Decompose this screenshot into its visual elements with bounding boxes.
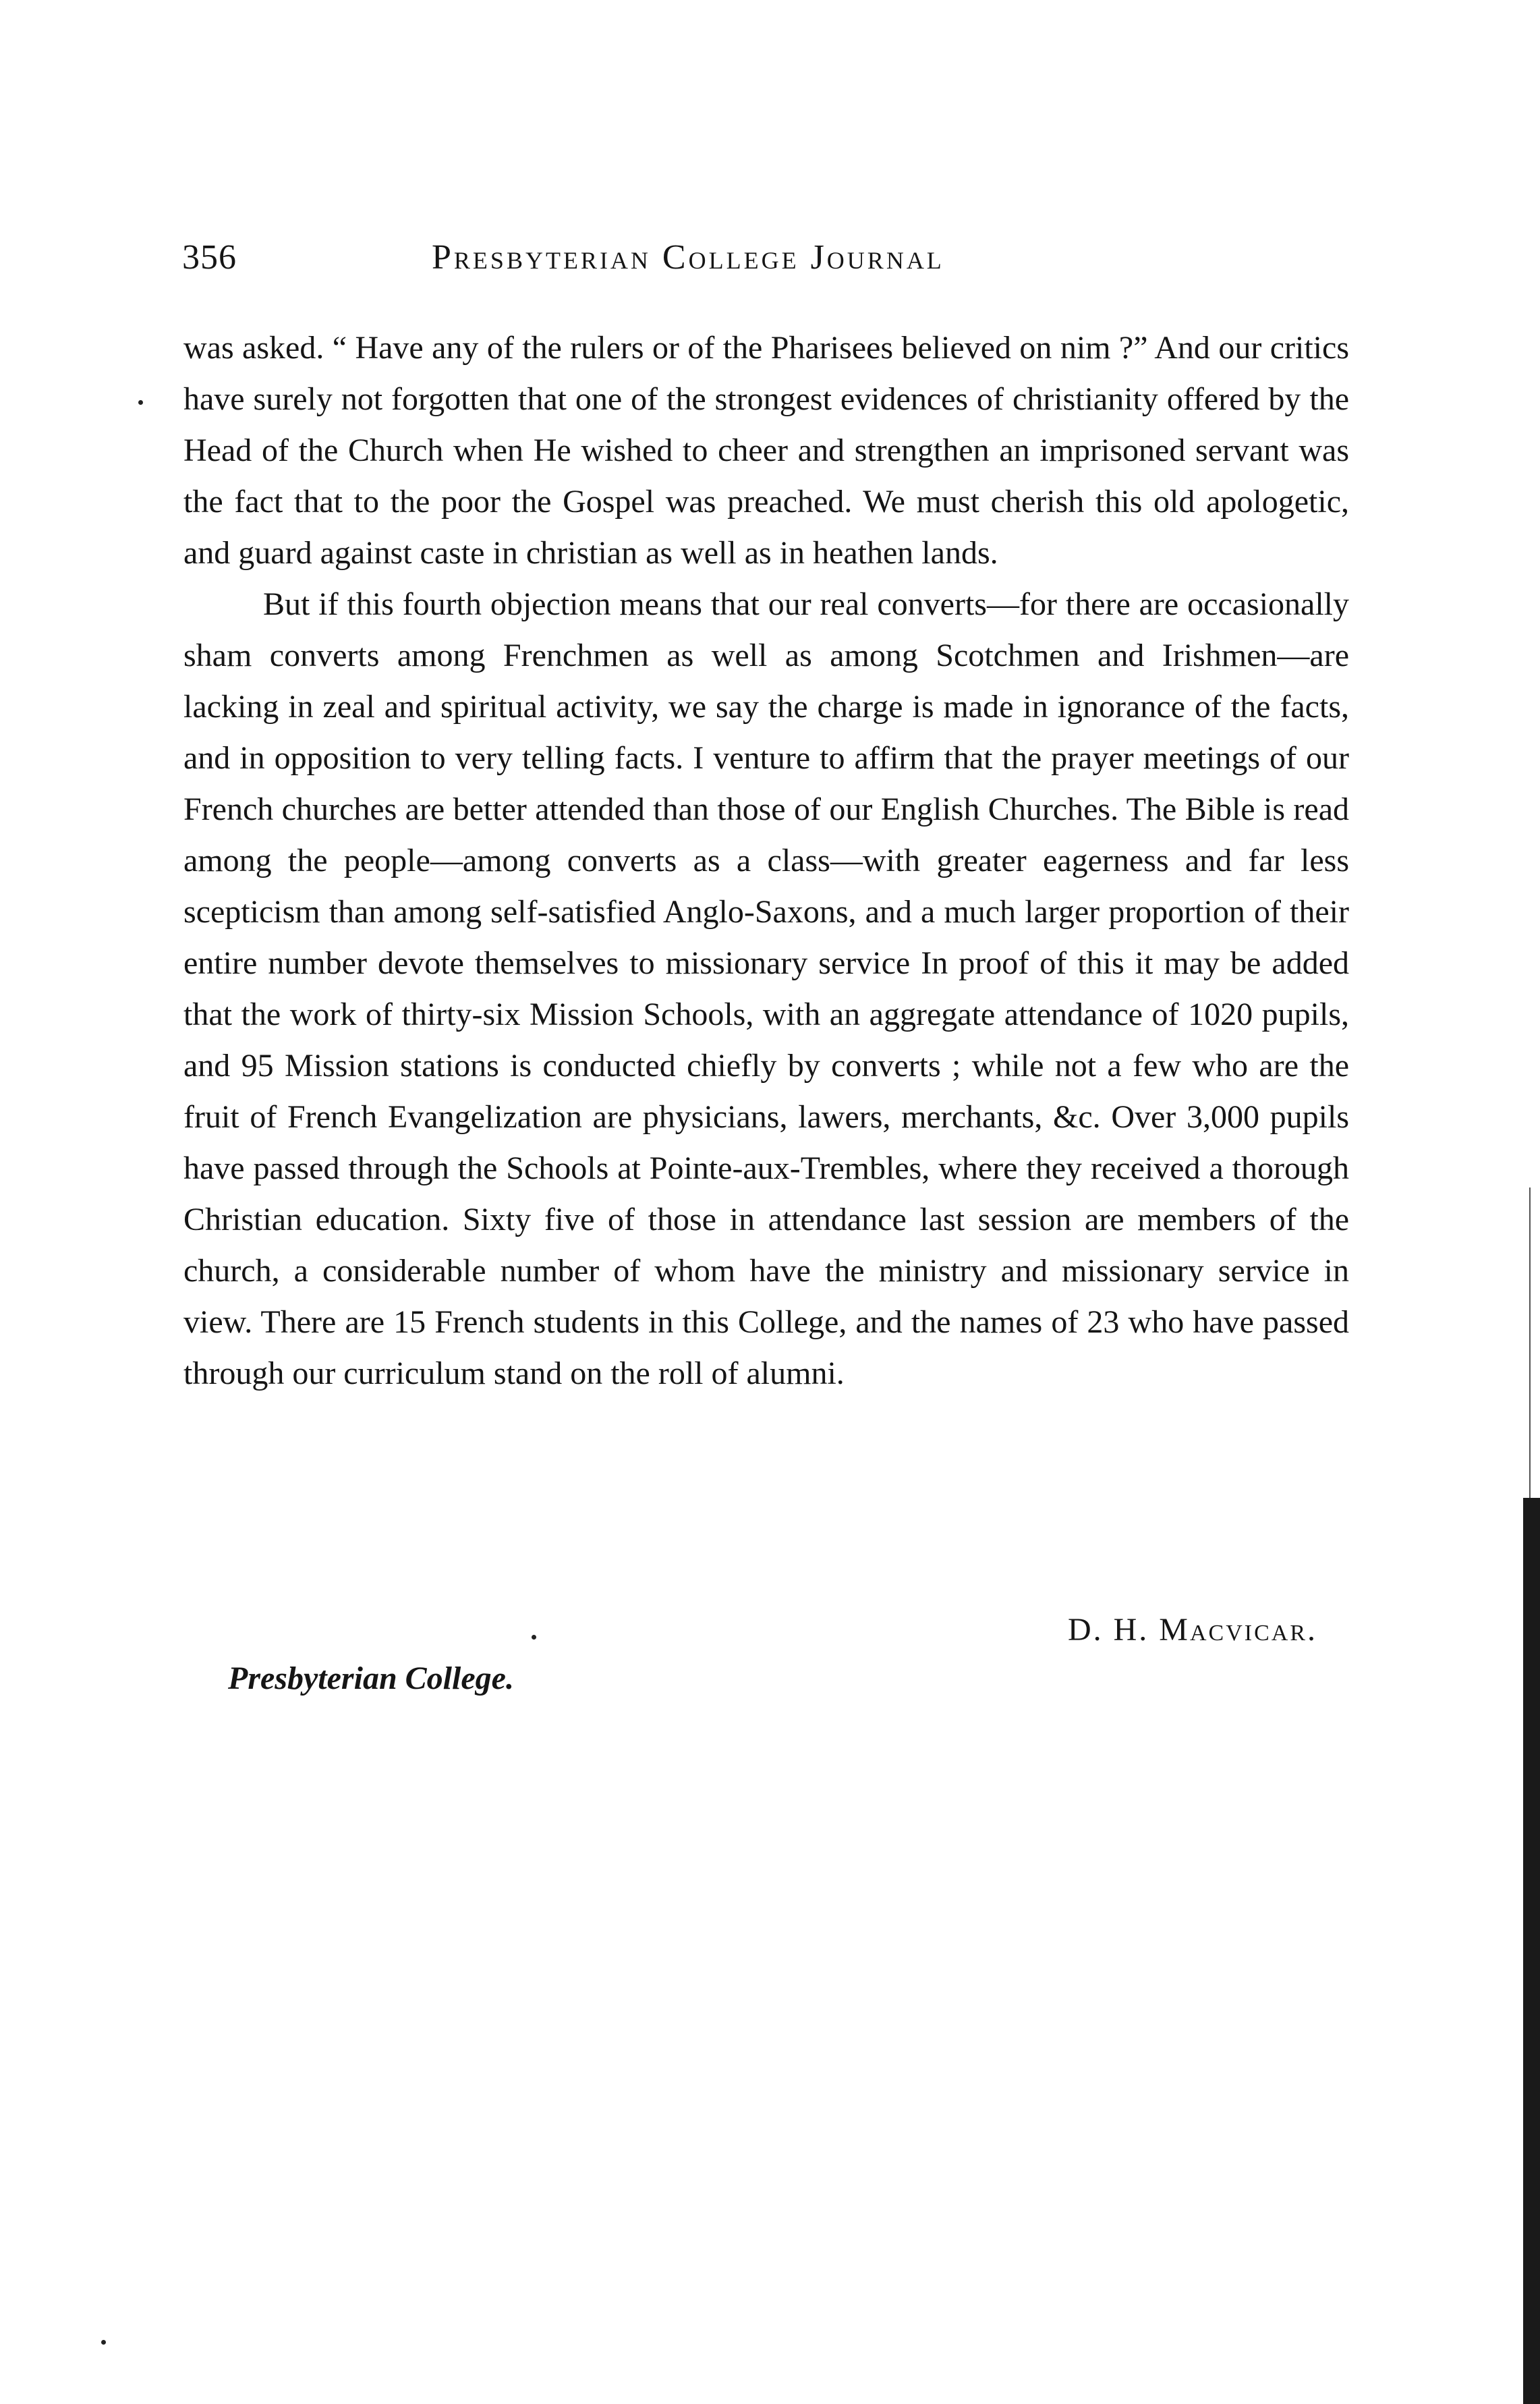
ink-speck bbox=[532, 1635, 536, 1640]
page-edge-shadow-thin bbox=[1529, 1187, 1531, 1498]
page-edge-shadow-thick bbox=[1523, 1498, 1540, 2404]
ink-speck bbox=[138, 400, 143, 405]
paragraph-2: But if this fourth objection means that our real converts—for there are occasionally sham converts among Frenchmen as well as among Scotchmen and Irishmen—are lacking in zeal and spiritual activity, we say the charge is made in ignorance of the facts, and in opposition to very telling facts. I venture to affirm that the prayer meetings of our French churches are better attended than those of our English Churches. The Bible is read among the people—among converts as a class—with greater eagerness and far less scepticism than among self-satisfied Anglo-Saxons, and a much larger proportion of their entire number devote themselves to missionary service In proof of this it may be added that the work of thirty-six Mission Schools, with an aggregate attendance of 1020 pupils, and 95 Mission stations is conducted chiefly by converts ; while not a few who are the fruit of French Evangelization are physicians, lawers, merchants, &c. Over 3,000 pupils have passed through the Schools at Pointe-aux-Trembles, where they received a thorough Christian education. Sixty five of those in attendance last session are members of the church, a considerable number of whom have the ministry and missionary service in view. There are 15 French students in this College, and the names of 23 who have passed through our curriculum stand on the roll of alumni. bbox=[183, 586, 1349, 1391]
article-body bbox=[183, 323, 1349, 1399]
author-signature: D. H. Macvicar. bbox=[1067, 1612, 1317, 1648]
paragraph-1: was asked. “ Have any of the rulers or of the Pharisees believed on nim ?” And our critics have surely not forgotten that one of the strongest evidences of christianity offered by the Head of the Church when He wished to cheer and strengthen an imprisoned servant was the fact that to the poor the Gospel was preached. We must cherish this old apologetic, and guard against caste in christian as well as in heathen lands. bbox=[183, 330, 1349, 571]
ink-speck bbox=[101, 2340, 106, 2345]
page-number: 356 bbox=[182, 238, 237, 277]
running-title: Presbyterian College Journal bbox=[432, 238, 944, 277]
signature-place: Presbyterian College. bbox=[228, 1660, 514, 1696]
